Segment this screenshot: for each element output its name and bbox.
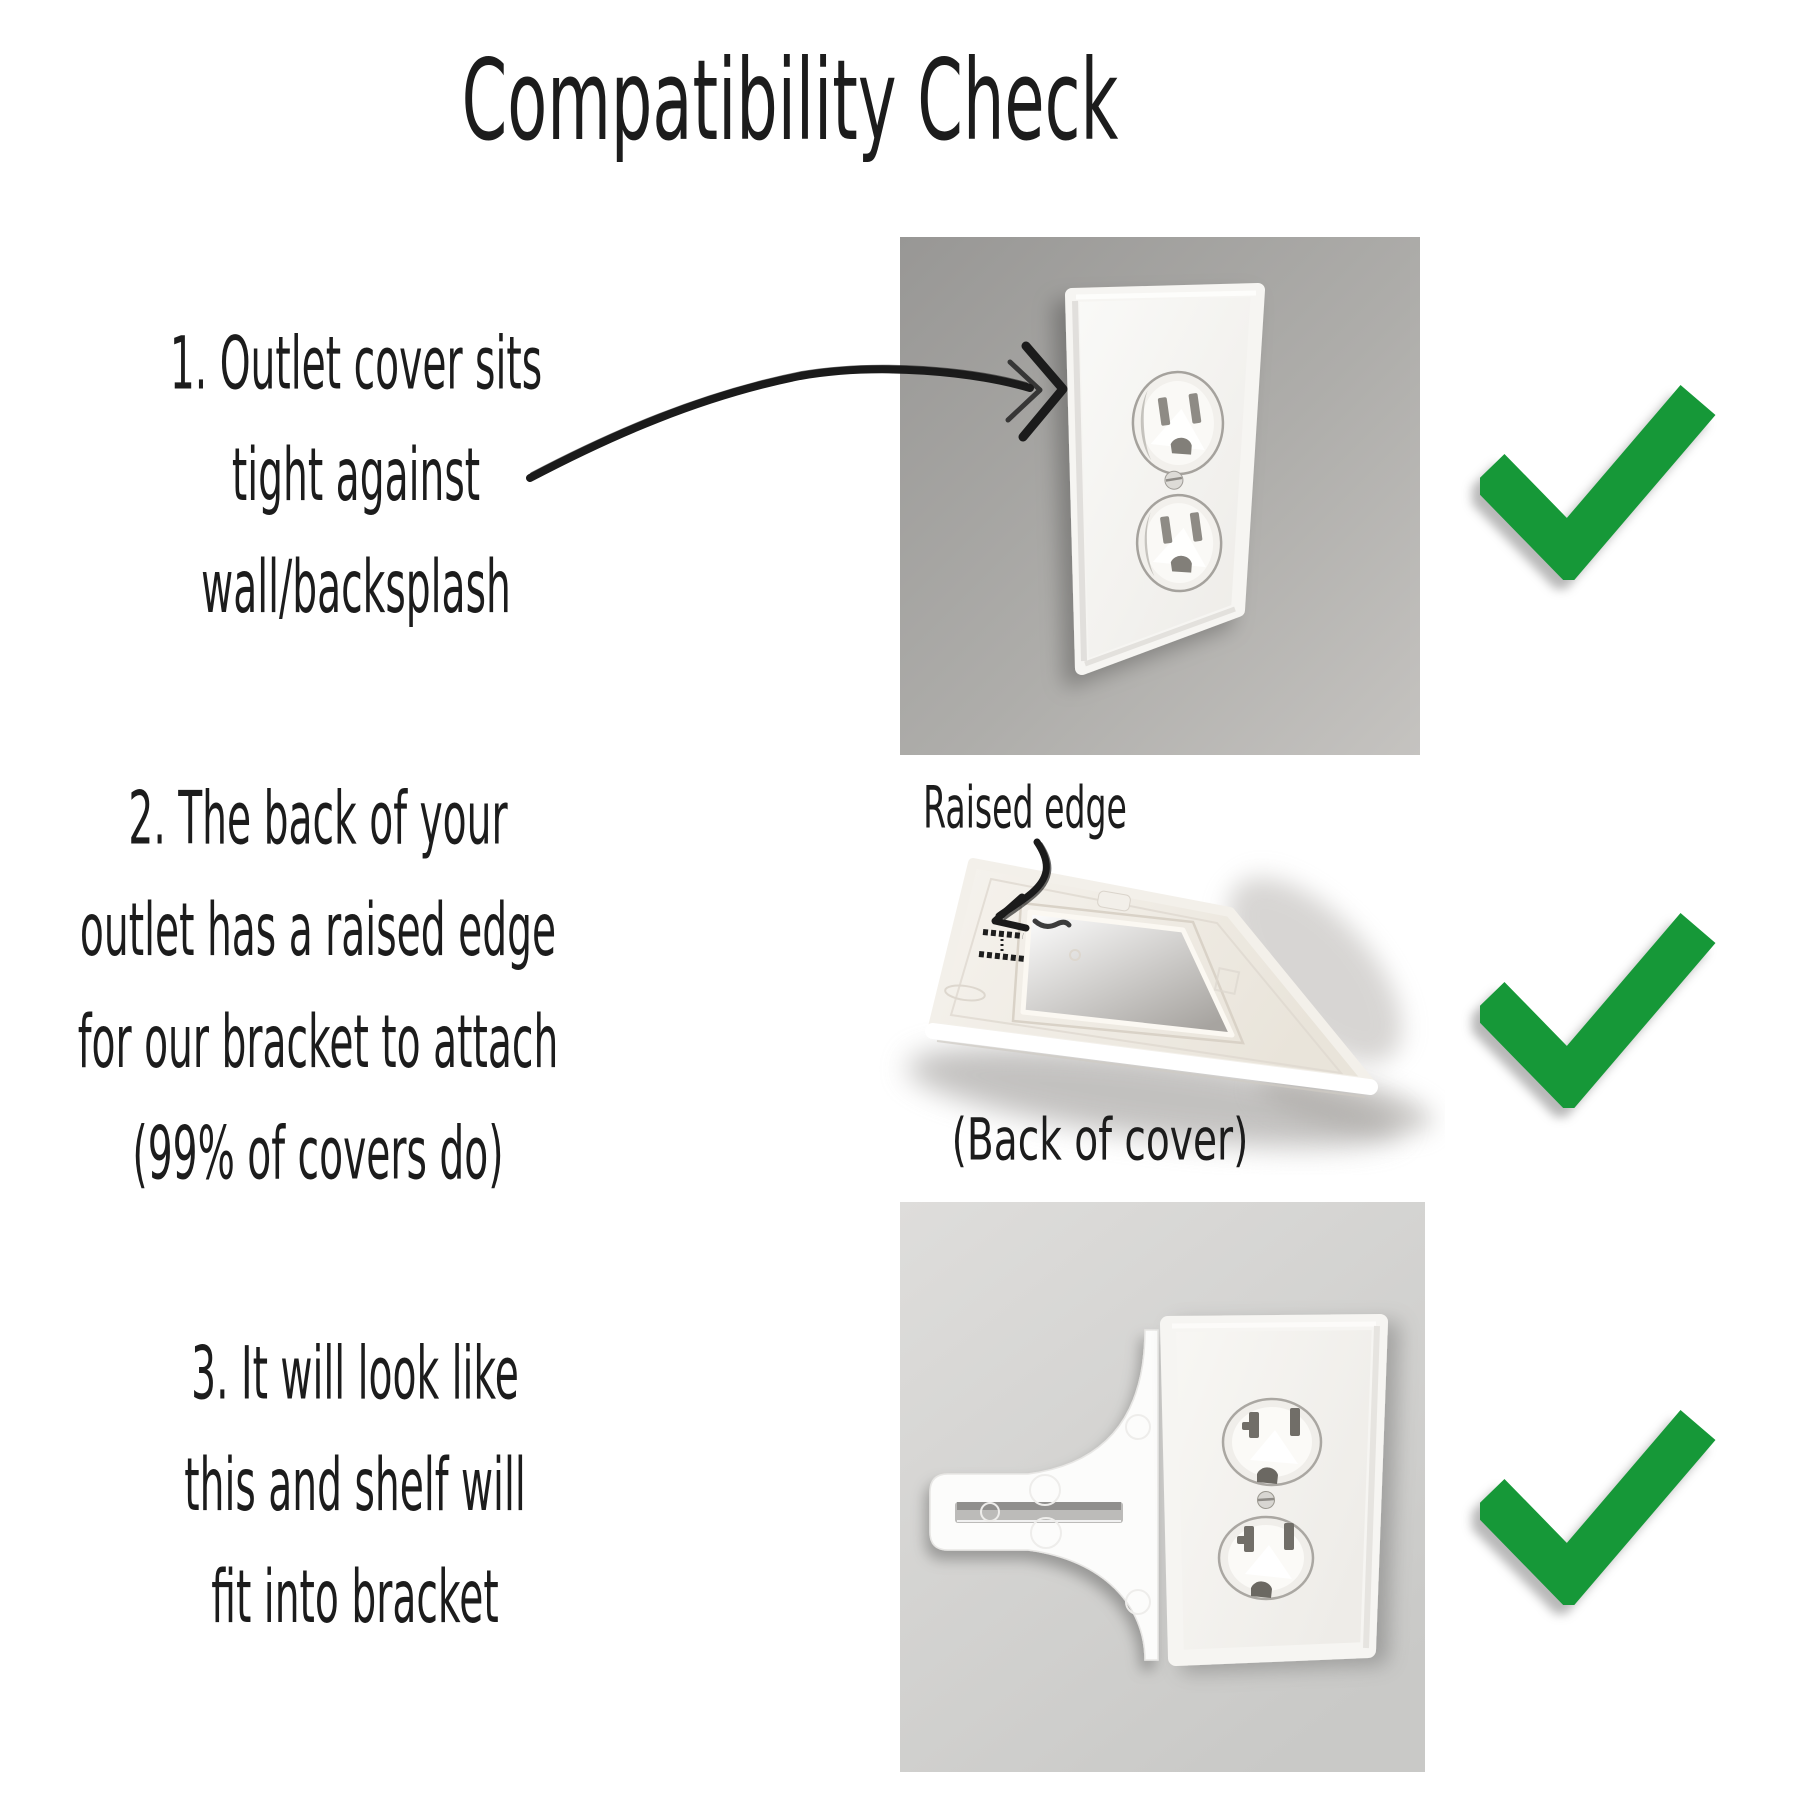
step-2-line-3: for our bracket to attach [77, 1000, 559, 1086]
checkmark-icon [1480, 380, 1720, 580]
step-3-line-3: fit into bracket [211, 1555, 499, 1641]
step-2-text [73, 764, 563, 1211]
step-2-line-1: 2. The back of your [128, 777, 508, 862]
checkmark-icon [1480, 908, 1720, 1108]
step-3-line-2: this and shelf will [184, 1443, 526, 1529]
page-title: Compatibility Check [461, 36, 1119, 167]
step-3-text [110, 1319, 600, 1654]
step-1-line-3: wall/backsplash [201, 545, 511, 631]
step-1-line-1: 1. Outlet cover sits [169, 322, 543, 407]
outlet-cover-with-shelf-bracket-photo [900, 1202, 1425, 1772]
step-3-line-1: 3. It will look like [191, 1332, 519, 1417]
plate-top-highlight [1172, 1324, 1376, 1326]
raised-edge-label: Raised edge [923, 773, 1127, 842]
step-2-line-4: (99% of covers do) [132, 1112, 504, 1197]
step-1-text [111, 309, 601, 644]
step-1-line-2: tight against [231, 433, 481, 519]
outlet-cover-on-wall-photo [900, 237, 1420, 755]
back-of-cover-label: (Back of cover) [951, 1105, 1249, 1174]
step-2-line-2: outlet has a raised edge [79, 888, 557, 974]
outlet-cover-plate [1168, 1322, 1380, 1658]
checkmark-icon [1480, 1405, 1720, 1605]
